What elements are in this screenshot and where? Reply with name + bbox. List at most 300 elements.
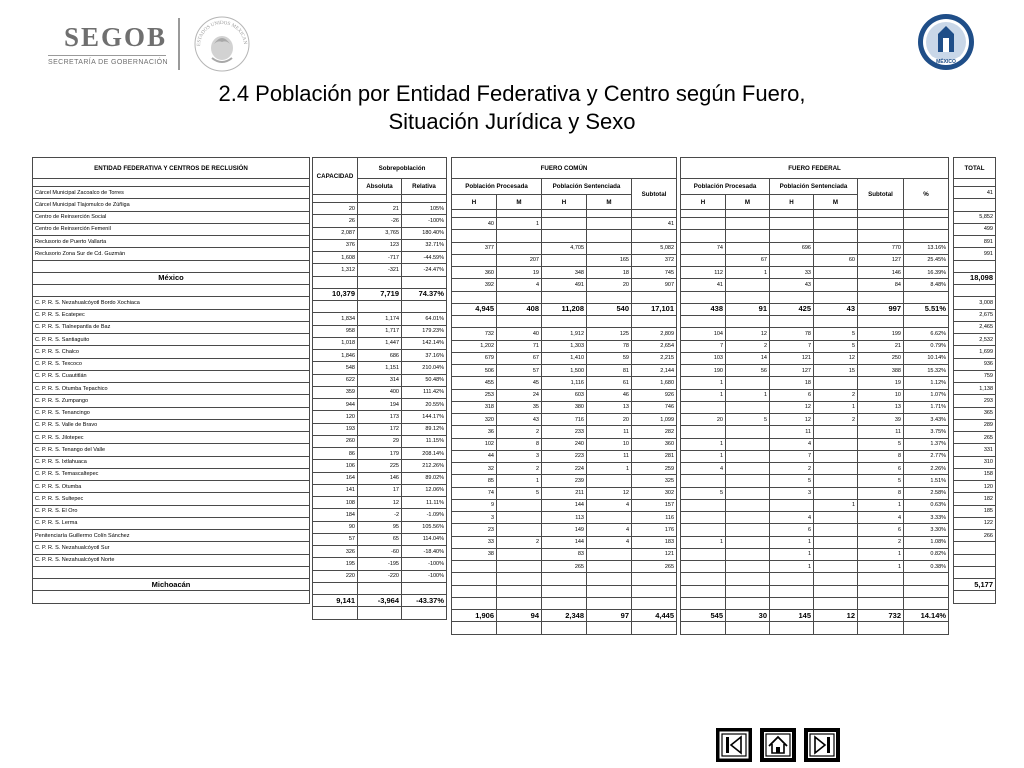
- cell-ff-pm: [726, 573, 770, 585]
- cell-fc-sm: 81: [587, 365, 632, 377]
- cell-ff-pm: [726, 316, 770, 328]
- cell-fc-ph: [452, 597, 497, 609]
- table-row: [313, 239, 447, 251]
- cell-fc-sm: 1: [587, 463, 632, 475]
- cell-total: [954, 260, 996, 272]
- cell-rel: 37.16%: [402, 350, 447, 362]
- cell-fc-sub: 2,215: [632, 352, 677, 364]
- table-row: [33, 321, 310, 333]
- cell-name: [33, 260, 310, 272]
- cell-fc-sub: 745: [632, 267, 677, 279]
- fuero-federal-header: FUERO FEDERAL: [681, 158, 949, 179]
- table-row: [313, 374, 447, 386]
- cell-fc-sh: 348: [542, 267, 587, 279]
- cell-ff-ph: [681, 622, 726, 634]
- cell-cap: [313, 582, 358, 594]
- blank-row: [681, 622, 949, 634]
- cell-fc-sm: 97: [587, 610, 632, 622]
- ff-sm-header: M: [814, 195, 858, 210]
- cell-ff-pm: 1: [726, 267, 770, 279]
- cell-fc-sm: 11: [587, 450, 632, 462]
- cell-fc-pm: [497, 597, 542, 609]
- cell-ff-pct: 1.12%: [904, 377, 949, 389]
- cell-fc-ph: [452, 230, 497, 242]
- cell-ff-pct: 16.39%: [904, 267, 949, 279]
- total-row: [313, 595, 447, 607]
- cell-total: 3,008: [954, 297, 996, 309]
- cell-fc-sub: 1,099: [632, 414, 677, 426]
- table-row: [954, 493, 996, 505]
- cell-ff-pm: 67: [726, 254, 770, 266]
- cell-ff-sh: 2: [770, 463, 814, 475]
- cell-ff-ph: [681, 512, 726, 524]
- cell-total: 759: [954, 370, 996, 382]
- cell-fc-pm: [497, 585, 542, 597]
- cell-total: 310: [954, 456, 996, 468]
- cell-name: C. P. R. S. Chalco: [33, 346, 310, 358]
- cell-abs: 65: [358, 533, 402, 545]
- cell-fc-ph: 3: [452, 512, 497, 524]
- blank-row: [452, 291, 677, 303]
- blank-row: [33, 566, 310, 578]
- cell-name: Reclusorio de Puerto Vallarta: [33, 236, 310, 248]
- cell-ff-pm: [726, 230, 770, 242]
- cell-ff-pm: [726, 279, 770, 291]
- cell-fc-sm: 4: [587, 499, 632, 511]
- cell-ff-ph: [681, 426, 726, 438]
- table-row: [452, 487, 677, 499]
- cell-rel: 111.42%: [402, 386, 447, 398]
- table-row: [954, 395, 996, 407]
- cell-name: C. P. R. S. Nezahualcóyotl Norte: [33, 554, 310, 566]
- cell-ff-sub: 4: [858, 512, 904, 524]
- cell-cap: 220: [313, 570, 358, 582]
- fc-subtotal-header: Subtotal: [632, 179, 677, 210]
- cell-ff-ph: [681, 573, 726, 585]
- cell-ff-sh: 11: [770, 426, 814, 438]
- total-header: TOTAL: [954, 158, 996, 179]
- cell-abs: 21: [358, 203, 402, 215]
- table-row: [954, 211, 996, 223]
- cell-fc-sh: 380: [542, 401, 587, 413]
- cell-ff-pct: 2.26%: [904, 463, 949, 475]
- cell-cap: 376: [313, 239, 358, 251]
- cell-ff-sub: [858, 597, 904, 609]
- cell-fc-sub: 5,082: [632, 242, 677, 254]
- cell-name: C. P. R. S. Valle de Bravo: [33, 419, 310, 431]
- table-row: [33, 505, 310, 517]
- absoluta-header: Absoluta: [358, 179, 402, 195]
- cell-ff-sm: [814, 597, 858, 609]
- cell-ff-sub: 5: [858, 475, 904, 487]
- cell-ff-sm: [814, 573, 858, 585]
- cell-total: 41: [954, 187, 996, 199]
- cell-fc-sh: 1,410: [542, 352, 587, 364]
- cell-ff-pm: [726, 401, 770, 413]
- blank-row: [452, 622, 677, 634]
- cell-ff-ph: 1: [681, 450, 726, 462]
- table-row: [33, 358, 310, 370]
- table-row: [954, 334, 996, 346]
- cell-abs: 1,717: [358, 325, 402, 337]
- cell-ff-pct: 1.07%: [904, 389, 949, 401]
- cell-ff-sm: 5: [814, 340, 858, 352]
- cell-ff-pct: [904, 585, 949, 597]
- cell-fc-sm: 10: [587, 438, 632, 450]
- cell-fc-sub: 325: [632, 475, 677, 487]
- cell-fc-pm: 35: [497, 401, 542, 413]
- table-row: [33, 187, 310, 199]
- cell-ff-ph: 545: [681, 610, 726, 622]
- cell-rel: 11.11%: [402, 497, 447, 509]
- cell-fc-ph: 23: [452, 524, 497, 536]
- cell-fc-sub: 372: [632, 254, 677, 266]
- table-row: [681, 328, 949, 340]
- cell-fc-ph: 1,202: [452, 340, 497, 352]
- cell-ff-sh: [770, 499, 814, 511]
- cell-ff-sub: 8: [858, 450, 904, 462]
- cell-fc-ph: 455: [452, 377, 497, 389]
- cell-ff-sub: [858, 291, 904, 303]
- cell-rel: 89.12%: [402, 423, 447, 435]
- cell-total: 365: [954, 407, 996, 419]
- cell-ff-ph: [681, 254, 726, 266]
- cell-rel: 20.55%: [402, 399, 447, 411]
- cell-ff-pm: [726, 291, 770, 303]
- cell-ff-pm: [726, 536, 770, 548]
- cell-fc-sm: [587, 242, 632, 254]
- cell-ff-sh: 1: [770, 561, 814, 573]
- cell-ff-sh: 18: [770, 377, 814, 389]
- table-row: [452, 548, 677, 560]
- table-row: [452, 218, 677, 230]
- cell-fc-sh: 233: [542, 426, 587, 438]
- cell-fc-sm: 46: [587, 389, 632, 401]
- cell-fc-pm: 67: [497, 352, 542, 364]
- cell-ff-sh: 696: [770, 242, 814, 254]
- fc-ph-header: H: [452, 195, 497, 210]
- cell-ff-pm: [726, 622, 770, 634]
- cell-fc-pm: 2: [497, 463, 542, 475]
- cell-ff-ph: 7: [681, 340, 726, 352]
- cell-fc-sm: [587, 475, 632, 487]
- cell-fc-ph: [452, 561, 497, 573]
- cell-name: [33, 591, 310, 603]
- cell-ff-pct: 5.51%: [904, 303, 949, 315]
- cell-rel: 142.14%: [402, 337, 447, 349]
- cell-rel: -100%: [402, 558, 447, 570]
- cell-fc-sm: [587, 597, 632, 609]
- table-row: [681, 414, 949, 426]
- cell-fc-ph: 360: [452, 267, 497, 279]
- cell-fc-sh: 223: [542, 450, 587, 462]
- cell-cap: 106: [313, 460, 358, 472]
- cell-fc-ph: 506: [452, 365, 497, 377]
- ff-ph-header: H: [681, 195, 726, 210]
- cell-ff-sm: [814, 316, 858, 328]
- cell-abs: 194: [358, 399, 402, 411]
- fc-sentenciada-header: Población Sentenciada: [542, 179, 632, 195]
- table-row: [681, 254, 949, 266]
- cell-ff-ph: [681, 401, 726, 413]
- cell-ff-sub: 1: [858, 561, 904, 573]
- table-row: [33, 334, 310, 346]
- cell-fc-sh: 1,116: [542, 377, 587, 389]
- navigation-bar: [716, 728, 844, 762]
- cell-abs: 1,151: [358, 362, 402, 374]
- cell-fc-ph: 392: [452, 279, 497, 291]
- table-row: [33, 248, 310, 260]
- table-row: [452, 242, 677, 254]
- cell-abs: 179: [358, 448, 402, 460]
- cell-total: 499: [954, 223, 996, 235]
- cell-name: Penitenciaría Guillermo Colín Sánchez: [33, 530, 310, 542]
- cell-cap: 1,608: [313, 252, 358, 264]
- cell-ff-pm: [726, 512, 770, 524]
- cell-ff-sub: 1: [858, 499, 904, 511]
- cell-fc-sub: 360: [632, 438, 677, 450]
- cell-fc-sm: [587, 291, 632, 303]
- cell-abs: 314: [358, 374, 402, 386]
- cell-cap: 193: [313, 423, 358, 435]
- cell-fc-sh: [542, 597, 587, 609]
- cell-cap: 958: [313, 325, 358, 337]
- cell-abs: 225: [358, 460, 402, 472]
- cell-fc-ph: [452, 573, 497, 585]
- table-row: [313, 484, 447, 496]
- cell-ff-sh: [770, 316, 814, 328]
- table-row: [954, 456, 996, 468]
- cell-fc-ph: 44: [452, 450, 497, 462]
- table-row: [681, 499, 949, 511]
- cell-abs: 17: [358, 484, 402, 496]
- cell-fc-ph: 33: [452, 536, 497, 548]
- cell-ff-pct: 1.08%: [904, 536, 949, 548]
- cell-ff-sh: [770, 254, 814, 266]
- cell-cap: 1,834: [313, 313, 358, 325]
- cell-fc-sm: 18: [587, 267, 632, 279]
- cell-ff-ph: [681, 585, 726, 597]
- cell-cap: 260: [313, 435, 358, 447]
- cell-fc-sh: 224: [542, 463, 587, 475]
- cell-fc-ph: [452, 585, 497, 597]
- table-row: [954, 223, 996, 235]
- cell-fc-pm: [497, 548, 542, 560]
- cell-ff-pct: 3.33%: [904, 512, 949, 524]
- cell-total: 2,532: [954, 334, 996, 346]
- table-row: [33, 530, 310, 542]
- table-row: [313, 460, 447, 472]
- cell-ff-pct: 1.71%: [904, 401, 949, 413]
- cell-fc-ph: 102: [452, 438, 497, 450]
- cell-cap: 622: [313, 374, 358, 386]
- cell-fc-sh: 113: [542, 512, 587, 524]
- cell-ff-pm: [726, 377, 770, 389]
- cell-name: C. P. R. S. Tenancingo: [33, 407, 310, 419]
- table-row: [681, 352, 949, 364]
- cell-fc-sh: 491: [542, 279, 587, 291]
- cell-total: 122: [954, 517, 996, 529]
- cell-ff-sm: 15: [814, 365, 858, 377]
- cell-ff-pm: 2: [726, 340, 770, 352]
- table-row: [33, 211, 310, 223]
- cell-fc-pm: [497, 291, 542, 303]
- table-row: [452, 267, 677, 279]
- cell-fc-pm: 8: [497, 438, 542, 450]
- table-row: [33, 407, 310, 419]
- cell-total: [954, 199, 996, 211]
- cell-ff-pct: [904, 230, 949, 242]
- cell-fc-sh: 240: [542, 438, 587, 450]
- blank-row: [681, 316, 949, 328]
- cell-ff-pm: [726, 487, 770, 499]
- cell-ff-sm: [814, 438, 858, 450]
- cell-name: México: [33, 272, 310, 284]
- total-row: [452, 610, 677, 622]
- cell-ff-pct: 14.14%: [904, 610, 949, 622]
- cell-ff-pct: 1.51%: [904, 475, 949, 487]
- cell-total: 2,465: [954, 321, 996, 333]
- table-row: [313, 558, 447, 570]
- cell-name: Centro de Reinserción Social: [33, 211, 310, 223]
- cell-ff-pct: 2.58%: [904, 487, 949, 499]
- cell-fc-pm: 5: [497, 487, 542, 499]
- page-title-line-2: Situación Jurídica y Sexo: [388, 109, 636, 134]
- cell-fc-sm: 4: [587, 524, 632, 536]
- cell-total: 289: [954, 419, 996, 431]
- cell-ff-ph: [681, 499, 726, 511]
- cell-abs: [358, 301, 402, 313]
- table-row: [681, 242, 949, 254]
- cell-ff-sm: [814, 426, 858, 438]
- logo-underline: [48, 55, 166, 56]
- cell-ff-sh: 127: [770, 365, 814, 377]
- table-row: [313, 521, 447, 533]
- cell-fc-sub: 746: [632, 401, 677, 413]
- cell-name: C. P. R. S. Ixtlahuaca: [33, 456, 310, 468]
- blank-row: [954, 260, 996, 272]
- cell-abs: -321: [358, 264, 402, 276]
- table-row: [954, 554, 996, 566]
- cell-rel: -44.59%: [402, 252, 447, 264]
- cell-ff-sm: [814, 218, 858, 230]
- cell-fc-sub: 282: [632, 426, 677, 438]
- cell-fc-sh: 1,303: [542, 340, 587, 352]
- cell-ff-sm: [814, 585, 858, 597]
- blank-row: [313, 582, 447, 594]
- cell-cap: 108: [313, 497, 358, 509]
- table-row: [313, 203, 447, 215]
- table-row: [33, 481, 310, 493]
- table-row: [313, 337, 447, 349]
- cell-ff-sh: 6: [770, 524, 814, 536]
- cell-rel: 180.40%: [402, 227, 447, 239]
- table-row: [452, 426, 677, 438]
- cell-ff-sub: 84: [858, 279, 904, 291]
- ff-subtotal-header: Subtotal: [858, 179, 904, 210]
- blank-row: [452, 597, 677, 609]
- table-row: [452, 401, 677, 413]
- cell-fc-sm: 20: [587, 414, 632, 426]
- cell-name: C. P. R. S. Nezahualcóyotl Bordo Xochiaca: [33, 297, 310, 309]
- cell-ff-ph: 5: [681, 487, 726, 499]
- table-row: [33, 199, 310, 211]
- table-row: [313, 533, 447, 545]
- cell-ff-pct: 13.16%: [904, 242, 949, 254]
- cell-cap: 10,379: [313, 288, 358, 300]
- table-row: [452, 475, 677, 487]
- table-row: [313, 546, 447, 558]
- cell-fc-sh: [542, 573, 587, 585]
- cell-ff-sub: 21: [858, 340, 904, 352]
- total-table: [953, 157, 996, 604]
- cell-ff-sh: 7: [770, 340, 814, 352]
- cell-ff-ph: [681, 291, 726, 303]
- table-row: [313, 509, 447, 521]
- total-row: [313, 288, 447, 300]
- table-row: [954, 321, 996, 333]
- first-page-button[interactable]: [716, 728, 752, 762]
- cell-abs: 173: [358, 411, 402, 423]
- table-row: [313, 215, 447, 227]
- cell-name: Cárcel Municipal Tlajomulco de Zúñiga: [33, 199, 310, 211]
- cell-total: [954, 542, 996, 554]
- cell-ff-pct: [904, 218, 949, 230]
- table-row: [954, 432, 996, 444]
- blank-row: [33, 260, 310, 272]
- cell-ff-sm: 43: [814, 303, 858, 315]
- cell-fc-sm: 4: [587, 536, 632, 548]
- cell-ff-sm: 2: [814, 389, 858, 401]
- last-page-button[interactable]: [804, 728, 840, 762]
- table-row: [313, 399, 447, 411]
- table-row: [681, 548, 949, 560]
- fc-sh-header: H: [542, 195, 587, 210]
- cell-ff-sub: [858, 316, 904, 328]
- cell-fc-sh: 2,348: [542, 610, 587, 622]
- cell-fc-ph: 36: [452, 426, 497, 438]
- cell-ff-pct: 0.82%: [904, 548, 949, 560]
- home-button[interactable]: [760, 728, 796, 762]
- cell-fc-sh: 239: [542, 475, 587, 487]
- ff-procesada-header: Población Procesada: [681, 179, 770, 195]
- table-row: [33, 542, 310, 554]
- cell-fc-sm: [587, 512, 632, 524]
- cell-ff-pm: [726, 426, 770, 438]
- cell-cap: 20: [313, 203, 358, 215]
- cell-rel: 208.14%: [402, 448, 447, 460]
- cell-total: 5,852: [954, 211, 996, 223]
- cell-name: C. P. R. S. Santiaguito: [33, 334, 310, 346]
- cell-ff-sh: 1: [770, 536, 814, 548]
- cell-ff-sh: 1: [770, 548, 814, 560]
- table-row: [681, 279, 949, 291]
- cell-fc-pm: 4: [497, 279, 542, 291]
- cell-ff-pm: [726, 450, 770, 462]
- cell-ff-sm: [814, 230, 858, 242]
- total-row: [681, 610, 949, 622]
- cell-fc-pm: 207: [497, 254, 542, 266]
- cell-total: [954, 554, 996, 566]
- fc-procesada-header: Población Procesada: [452, 179, 542, 195]
- table-row: [681, 487, 949, 499]
- cell-ff-sub: 2: [858, 536, 904, 548]
- cell-abs: 12: [358, 497, 402, 509]
- cell-fc-pm: 24: [497, 389, 542, 401]
- table-row: [681, 561, 949, 573]
- last-page-icon: [807, 731, 837, 759]
- first-page-icon: [719, 731, 749, 759]
